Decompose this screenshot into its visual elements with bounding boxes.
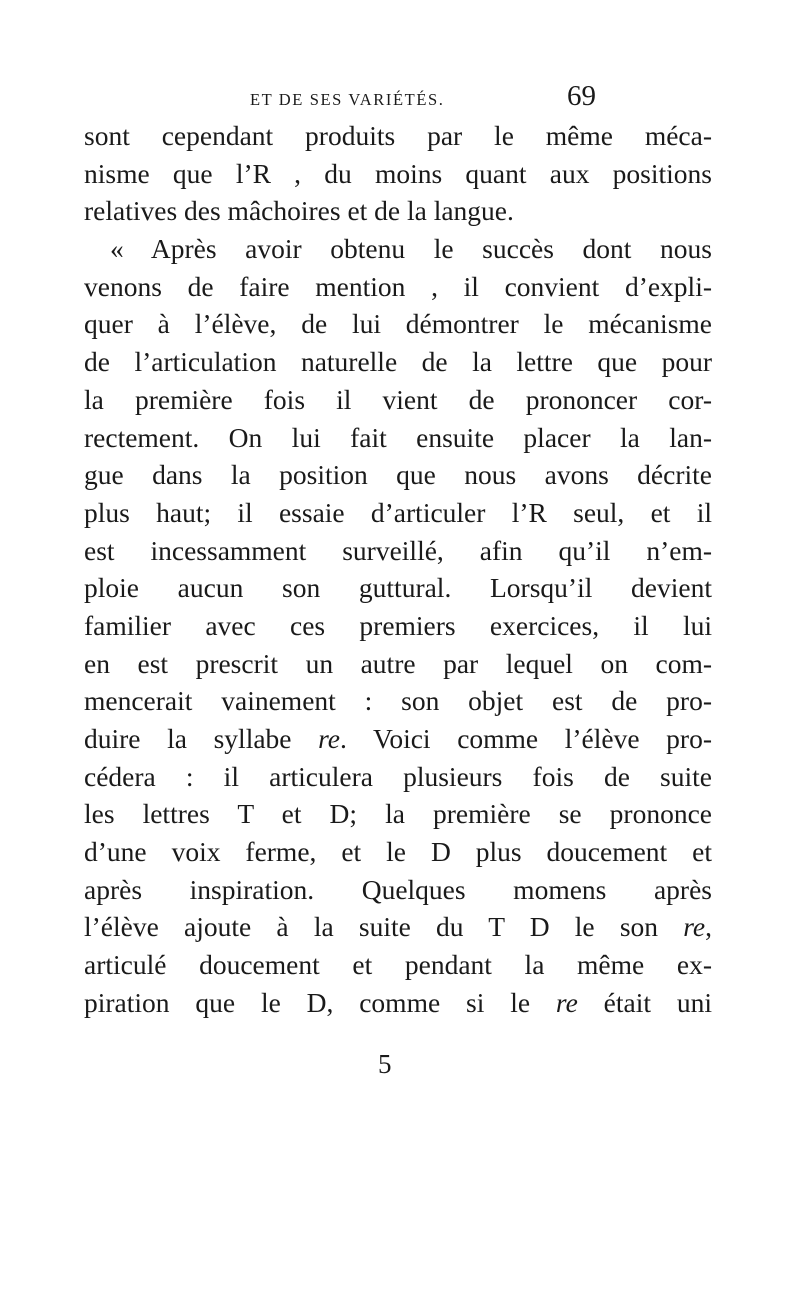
running-title: ET DE SES VARIÉTÉS. — [250, 90, 445, 109]
text-line: rectement. On lui fait ensuite placer la lan- — [84, 421, 712, 453]
body-text — [84, 117, 712, 1022]
text-line: l’élève ajoute à la suite du T D le son re, — [84, 911, 712, 943]
text-line: de l’articulation naturelle de la lettre que pour — [84, 346, 712, 378]
signature-mark: 5 — [378, 1049, 392, 1079]
running-head — [250, 80, 600, 114]
text-line: relatives des mâchoires et de la langue. — [84, 195, 514, 227]
text-line: cédera : il articulera plusieurs fois de suite — [84, 760, 712, 792]
italic-syllable: re — [683, 911, 706, 943]
text-line: « Après avoir obtenu le succès dont nous — [110, 233, 712, 265]
text-line: plus haut; il essaie d’articuler l’R seul, et il — [84, 496, 712, 528]
italic-syllable: re — [318, 723, 341, 754]
text-line: venons de faire mention , il convient d’expli- — [84, 270, 712, 302]
text-line: mencerait vainement : son objet est de pro- — [84, 685, 712, 717]
text-line: nisme que l’R , du moins quant aux positions — [84, 157, 712, 189]
text-line: en est prescrit un autre par lequel on com- — [84, 647, 712, 679]
text-line: piration que le D, comme si le re était uni — [84, 986, 712, 1018]
text-line: ploie aucun son guttural. Lorsqu’il devient — [84, 572, 712, 604]
text-line: quer à l’élève, de lui démontrer le mécanisme — [84, 308, 712, 340]
text-line: articulé doucement et pendant la même ex- — [84, 949, 712, 981]
text-line: d’une voix ferme, et le D plus doucement et — [84, 836, 712, 868]
italic-syllable: re — [555, 986, 578, 1018]
text-line: familier avec ces premiers exercices, il lui — [84, 609, 712, 641]
text-line: gue dans la position que nous avons décrite — [84, 459, 712, 491]
text-line: est incessamment surveillé, afin qu’il n’em- — [84, 534, 712, 566]
text-line: les lettres T et D; la première se prononce — [84, 798, 712, 830]
page-number: 69 — [567, 80, 596, 112]
text-line: la première fois il vient de prononcer cor- — [84, 383, 712, 415]
text-line: après inspiration. Quelques momens après — [84, 873, 712, 905]
text-line: duire la syllabe re. Voici comme l’élève pro- — [84, 723, 712, 754]
text-line: sont cependant produits par le même méca- — [84, 120, 712, 151]
